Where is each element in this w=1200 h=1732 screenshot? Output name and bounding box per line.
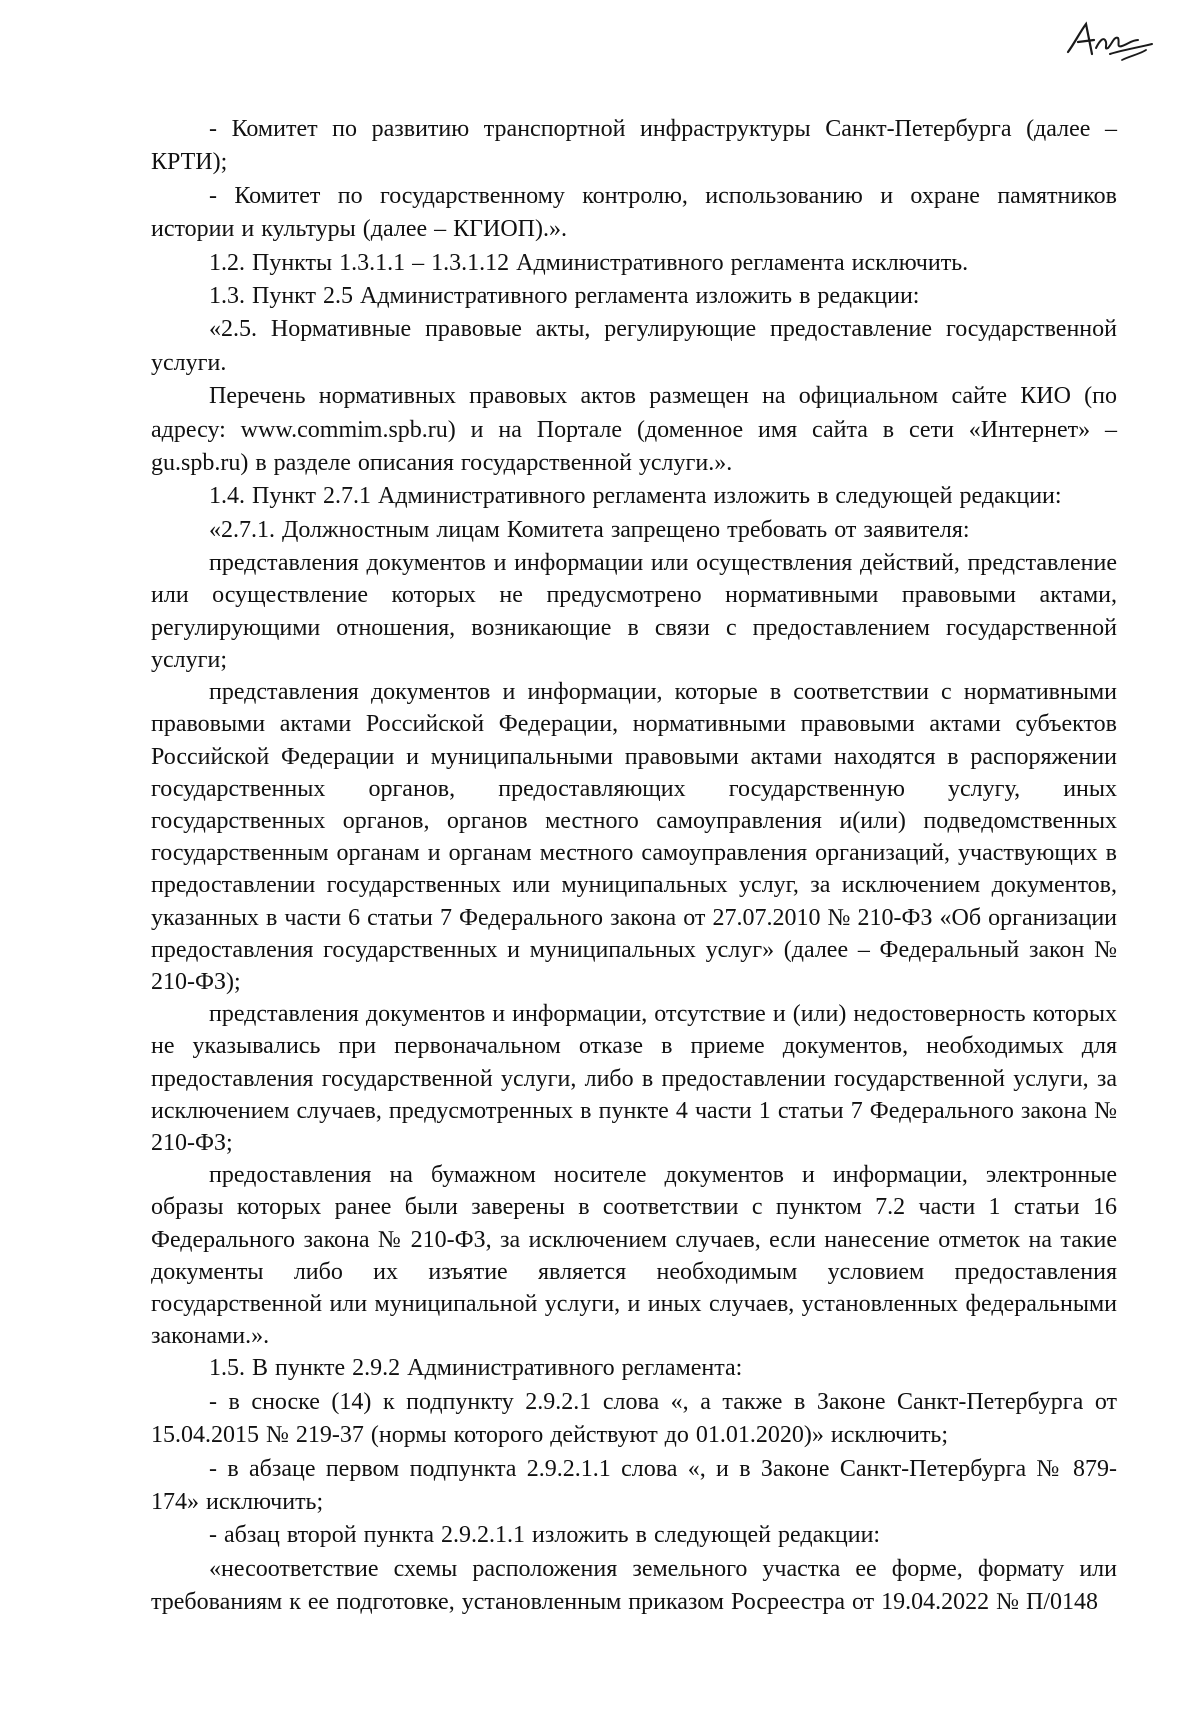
handwritten-signature <box>1060 14 1160 64</box>
paragraph: - в абзаце первом подпункта 2.9.2.1.1 слова «, и в Законе Санкт-Петербурга № 879-174» исключить; <box>151 1455 1117 1515</box>
paragraph: - в сноске (14) к подпункту 2.9.2.1 слова «, а также в Законе Санкт-Петербурга от 15.04.2015 № 219-37 (нормы которого действуют до 01.01.2020)» исключить; <box>151 1388 1117 1449</box>
paragraph: 1.3. Пункт 2.5 Административного регламента изложить в редакции: <box>209 283 920 310</box>
paragraph: «2.5. Нормативные правовые акты, регулирующие предоставление государственной услуги. <box>151 316 1117 376</box>
paragraph: 1.2. Пункты 1.3.1.1 – 1.3.1.12 Административного регламента исключить. <box>209 249 969 276</box>
paragraph: 1.5. В пункте 2.9.2 Административного регламента: <box>209 1355 743 1382</box>
paragraph: представления документов и информации, которые в соответствии с нормативными правовыми актами Российской Федерации, нормативными правовыми актами субъектов Российской Федерации и муниципальными правовыми актами находятся в распоряжении государственных органов, предоставляющих государственную услугу, иных государственных органов, органов местного самоуправления и(или) подведомственных государственным органам и органам местного самоуправления организаций, участвующих в предоставлении государственных или муниципальных услуг, за исключением документов, указанных в части 6 статьи 7 Федерального закона от 27.07.2010 № 210-ФЗ «Об организации предоставления государственных и муниципальных услуг» (далее – Федеральный закон № 210-ФЗ); <box>151 679 1117 995</box>
paragraph: представления документов и информации или осуществления действий, представление или осуществление которых не предусмотрено нормативными правовыми актами, регулирующими отношения, возникающие в связи с предоставлением государственной услуги; <box>151 550 1117 673</box>
paragraph: предоставления на бумажном носителе документов и информации, электронные образы которых ранее были заверены в соответствии с пунктом 7.2 части 1 статьи 16 Федерального закона № 210-ФЗ, за исключением случаев, если нанесение отметок на такие документы либо их изъятие является необходимым условием предоставления государственной или муниципальной услуги, и иных случаев, установленных федеральными законами.». <box>151 1162 1117 1350</box>
paragraph: - абзац второй пункта 2.9.2.1.1 изложить в следующей редакции: <box>209 1522 881 1549</box>
document-body <box>151 113 1117 1620</box>
paragraph: - Комитет по государственному контролю, использованию и охране памятников истории и культуры (далее – КГИОП).». <box>151 182 1117 243</box>
paragraph: представления документов и информации, отсутствие и (или) недостоверность которых не указывались при первоначальном отказе в приеме документов, необходимых для предоставления государственной услуги, либо в предоставлении государственной услуги, за исключением случаев, предусмотренных в пункте 4 части 1 статьи 7 Федерального закона № 210-ФЗ; <box>151 1001 1117 1156</box>
paragraph: 1.4. Пункт 2.7.1 Административного регламента изложить в следующей редакции: <box>209 483 1062 510</box>
paragraph: «2.7.1. Должностным лицам Комитета запрещено требовать от заявителя: <box>209 516 970 543</box>
paragraph: «несоответствие схемы расположения земельного участка ее форме, формату или требованиям к ее подготовке, установленным приказом Росреестра от 19.04.2022 № П/0148 <box>151 1555 1117 1616</box>
paragraph: - Комитет по развитию транспортной инфраструктуры Санкт-Петербурга (далее – КРТИ); <box>151 116 1117 176</box>
paragraph: Перечень нормативных правовых актов размещен на официальном сайте КИО (по адресу: www.commim.spb.ru) и на Портале (доменное имя сайта в сети «Интернет» – gu.spb.ru) в разделе описания государственной услуги.». <box>151 383 1117 477</box>
